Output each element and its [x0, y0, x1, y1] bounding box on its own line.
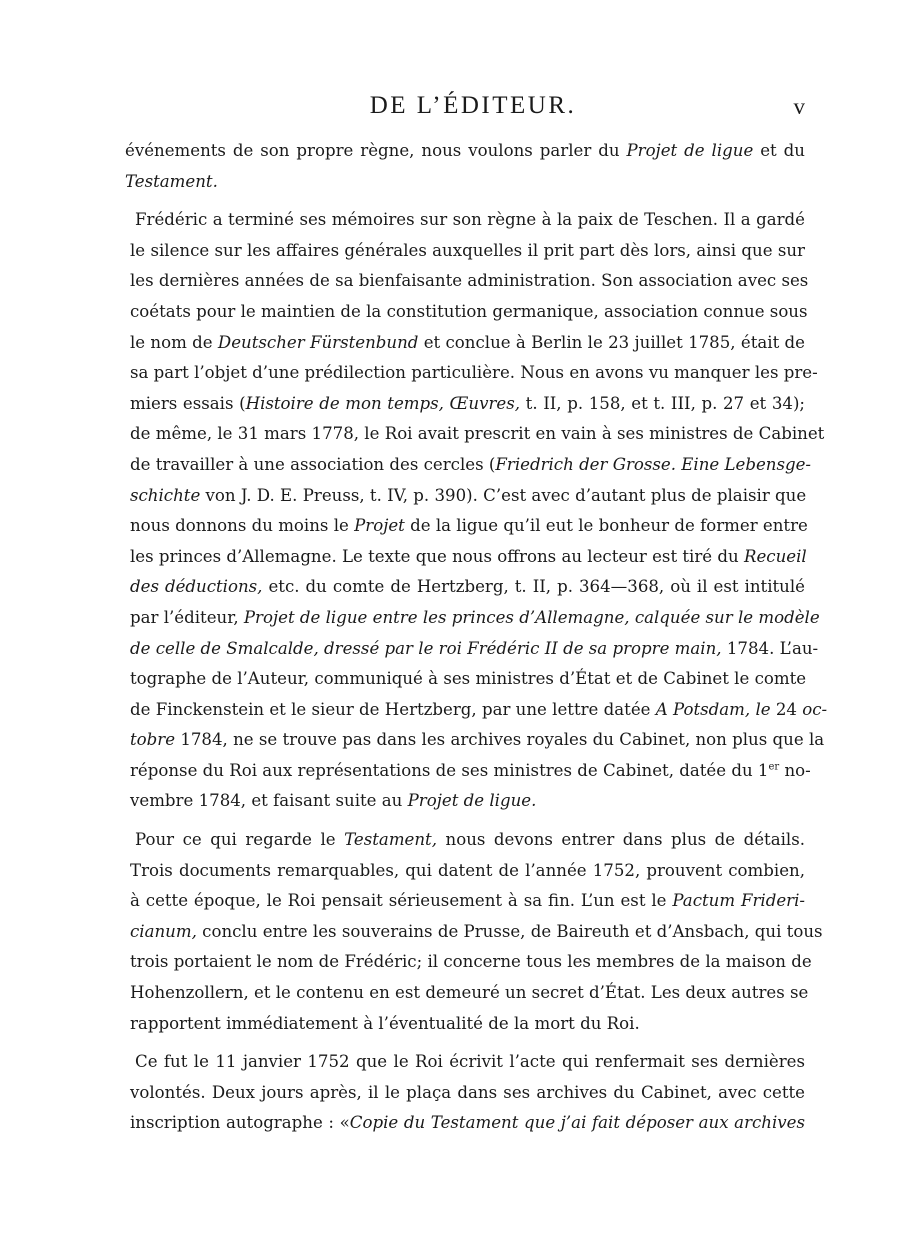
text-run: de Finckenstein et le sieur de Hertzberg, par une lettre datée [130, 699, 656, 719]
text-line [125, 328, 805, 359]
text-line [125, 450, 812, 481]
superscript: er [768, 761, 780, 773]
italic-text: Projet [354, 516, 405, 536]
text-line [125, 603, 820, 634]
text-line [125, 886, 805, 917]
text-run: de la ligue qu’il eut le bonheur de former entre [404, 516, 808, 536]
text-line [125, 297, 808, 328]
italic-text: Projet de ligue. [407, 791, 537, 811]
text-line [125, 572, 805, 603]
text-line [125, 419, 825, 450]
text-line [125, 756, 811, 787]
italic-text: tobre [130, 730, 176, 750]
italic-text: A Potsdam, le [655, 699, 771, 719]
text-line [125, 389, 805, 420]
text-run: événements de son propre règne, nous voulons parler du [125, 141, 627, 160]
italic-text: Deutscher Fürstenbund [217, 332, 419, 352]
text-line [125, 1009, 805, 1040]
text-line [125, 725, 825, 756]
text-run: Frédéric a terminé ses mémoires sur son règne à la paix de Teschen. Il a gardé [135, 210, 805, 230]
text-run: le silence sur les affaires générales auxquelles il prit part dès lors, ainsi que sur [130, 240, 805, 260]
page-number: v [793, 94, 805, 119]
italic-text: Pactum Frideri- [672, 891, 806, 911]
paragraph [125, 825, 823, 1039]
italic-text: cianum, [130, 921, 197, 941]
italic-text: de celle de Smalcalde, dressé par le roi Frédéric II de sa propre main, [130, 638, 722, 658]
text-line [125, 358, 818, 389]
text-line [125, 266, 809, 297]
text-run: tographe de l’Auteur, communiqué à ses ministres d’État et de Cabinet le comte [130, 669, 807, 689]
text-run: Hohenzollern, et le contenu en est demeuré un secret d’État. Les deux autres se [130, 983, 809, 1003]
text-run: de travailler à une association des cercles ( [130, 454, 496, 474]
text-run: Pour ce qui regarde le [135, 830, 345, 850]
text-line [125, 167, 805, 198]
text-run: coétats pour le maintien de la constitution germanique, association connue sous [130, 301, 808, 321]
text-line [125, 917, 823, 948]
text-run: nous donnons du moins le [130, 516, 355, 536]
text-run: trois portaient le nom de Frédéric; il concerne tous les membres de la maison de [130, 952, 812, 972]
text-run: le nom de [130, 332, 218, 352]
text-run: conclu entre les souverains de Prusse, de Baireuth et d’Ansbach, qui tous [196, 921, 823, 941]
italic-text: Projet de ligue [626, 141, 754, 160]
text-line [125, 786, 805, 817]
text-line [125, 634, 819, 665]
text-run: 24 [770, 699, 803, 719]
running-head [125, 88, 805, 128]
italic-text: Copie du Testament que j’ai fait déposer aux archives [349, 1113, 806, 1133]
text-run: vembre 1784, et faisant suite au [130, 791, 408, 811]
italic-text: Testament. [125, 171, 218, 191]
text-line [125, 511, 808, 542]
text-run: 1784. L’au- [721, 638, 819, 658]
text-line [125, 825, 805, 856]
italic-text: Histoire de mon temps, Œuvres, [245, 393, 521, 413]
text-run: les dernières années de sa bienfaisante administration. Son association avec ses [130, 271, 809, 291]
running-title: DE L’ÉDITEUR. [369, 92, 577, 119]
italic-text: Projet de ligue entre les princes d’Allemagne, calquée sur le modèle [243, 607, 820, 627]
paragraph [125, 1047, 805, 1139]
text-run: les princes d’Allemagne. Le texte que nous offrons au lecteur est tiré du [130, 546, 744, 566]
text-line [125, 1047, 805, 1078]
text-line [125, 1108, 805, 1139]
text-line [125, 481, 805, 512]
text-line [125, 856, 805, 887]
text-line [125, 947, 812, 978]
italic-text: Friedrich der Grosse. Eine Lebensge- [495, 454, 812, 474]
text-line [125, 978, 809, 1009]
text-run: volontés. Deux jours après, il le plaça dans ses archives du Cabinet, avec cette [130, 1082, 805, 1102]
text-run: sa part l’objet d’une prédilection particulière. Nous en avons vu manquer les pre- [130, 363, 818, 383]
paragraph [125, 205, 828, 817]
text-line [125, 1078, 805, 1109]
text-run: rapportent immédiatement à l’éventualité de la mort du Roi. [130, 1013, 640, 1033]
text-run: et conclue à Berlin le 23 juillet 1785, était de [418, 332, 805, 352]
italic-text: des déductions, [130, 577, 263, 597]
text-run: t. II, p. 158, et t. III, p. 27 et 34); [520, 393, 806, 413]
paragraph [125, 136, 805, 197]
italic-text: oc- [802, 699, 828, 719]
italic-text: Recueil [743, 546, 807, 566]
text-run: et du [753, 141, 805, 160]
italic-text: Testament, [344, 830, 438, 850]
italic-text: schichte [130, 485, 201, 505]
text-run: Trois documents remarquables, qui datent de l’année 1752, prouvent combien, [130, 860, 805, 880]
text-run: de même, le 31 mars 1778, le Roi avait prescrit en vain à ses ministres de Cabinet [130, 424, 825, 444]
text-run: à cette époque, le Roi pensait sérieusement à sa fin. L’un est le [130, 891, 673, 911]
text-line [125, 664, 805, 695]
text-run: Ce fut le 11 janvier 1752 que le Roi écrivit l’acte qui renfermait ses dernières [135, 1052, 805, 1072]
text-run: inscription autographe : « [130, 1113, 350, 1133]
text-run: von J. D. E. Preuss, t. IV, p. 390). C’est avec d’autant plus de plaisir que [200, 485, 807, 505]
text-line [125, 695, 828, 726]
text-run: etc. du comte de Hertzberg, t. II, p. 364—368, où il est intitulé [262, 577, 805, 597]
text-line [125, 236, 805, 267]
text-run: miers essais ( [130, 393, 246, 413]
text-line [125, 542, 805, 573]
text-run: 1784, ne se trouve pas dans les archives royales du Cabinet, non plus que la [175, 730, 825, 750]
text-run: nous devons entrer dans plus de détails. [437, 830, 806, 850]
text-line [125, 205, 805, 236]
text-run: no- [779, 760, 811, 780]
text-run: réponse du Roi aux représentations de ses ministres de Cabinet, datée du 1 [130, 760, 769, 780]
body-text [125, 136, 828, 1139]
text-run: par l’éditeur, [130, 607, 244, 627]
text-line [125, 136, 805, 167]
